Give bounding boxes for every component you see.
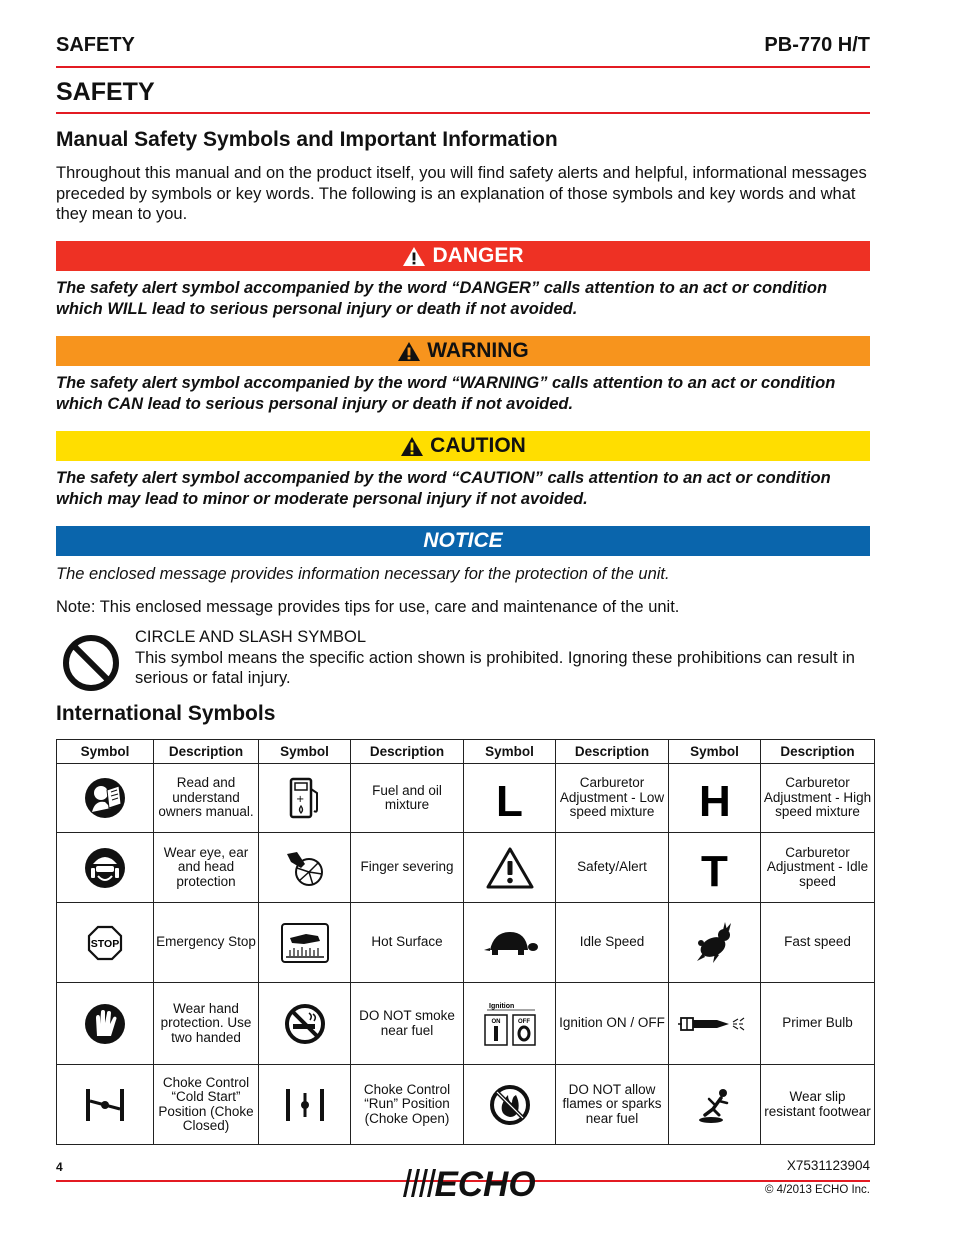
stop-sign-text: STOP xyxy=(90,937,120,950)
danger-label: DANGER xyxy=(432,244,524,267)
fuel-pump-icon xyxy=(287,775,323,821)
table-header-row xyxy=(57,740,875,764)
description-cell: Wear hand protection. Use two handed xyxy=(154,983,259,1065)
symbol-cell xyxy=(464,903,556,983)
document-number: X7531123904 xyxy=(786,1158,870,1173)
warning-label: WARNING xyxy=(427,339,529,362)
table-row xyxy=(57,833,875,903)
description-cell: Choke Control “Run” Position (Choke Open) xyxy=(351,1065,464,1145)
hand-protection-icon xyxy=(83,1002,127,1046)
notice-description: The enclosed message provides information necessary for the protection of the unit. xyxy=(56,565,670,583)
safety-alert-icon xyxy=(485,846,535,890)
logo-text: ECHO xyxy=(434,1165,536,1203)
warning-banner xyxy=(56,336,870,366)
table-row xyxy=(57,764,875,833)
symbol-cell xyxy=(669,903,761,983)
column-header: Description xyxy=(556,740,669,764)
header-model-number: PB-770 H/T xyxy=(764,34,870,56)
hot-surface-icon xyxy=(280,922,330,964)
column-header: Symbol xyxy=(57,740,154,764)
ignition-off-label: OFF xyxy=(517,1018,530,1025)
danger-description: The safety alert symbol accompanied by the word “DANGER” calls attention to an act or condition which WILL lead to serious personal injury or death if not avoided. xyxy=(56,279,828,318)
svg-text:+: + xyxy=(295,794,304,805)
description-cell: Choke Control “Cold Start” Position (Choke Closed) xyxy=(154,1065,259,1145)
caution-description: The safety alert symbol accompanied by the word “CAUTION” calls attention to an act or condition which may lead to minor or moderate personal injury if not avoided. xyxy=(56,469,831,508)
intro-paragraph: Throughout this manual and on the product itself, you will find safety alerts and helpful, informational messages preceded by symbols or key words. The following is an explanation of those symbols and key words and what they mean to you. xyxy=(56,164,867,223)
column-header: Symbol xyxy=(669,740,761,764)
header-section-title: SAFETY xyxy=(56,34,135,56)
description-cell: Primer Bulb xyxy=(761,983,875,1065)
description-cell: Ignition ON / OFF xyxy=(556,983,669,1065)
symbol-cell xyxy=(57,833,154,903)
column-header: Description xyxy=(351,740,464,764)
ignition-on-label: ON xyxy=(491,1018,500,1025)
caution-banner xyxy=(56,431,870,461)
description-cell: Fast speed xyxy=(761,903,875,983)
circle-slash-title: CIRCLE AND SLASH SYMBOL xyxy=(135,628,367,646)
page-number: 4 xyxy=(56,1160,63,1174)
symbol-cell xyxy=(669,1065,761,1145)
note-text: Note: This enclosed message provides tips for use, care and maintenance of the unit. xyxy=(56,598,680,616)
symbol-cell xyxy=(259,1065,351,1145)
caution-label: CAUTION xyxy=(430,434,526,457)
description-cell: Carburetor Adjustment - Idle speed xyxy=(761,833,875,903)
description-cell: Emergency Stop xyxy=(154,903,259,983)
description-cell: Idle Speed xyxy=(556,903,669,983)
notice-label: NOTICE xyxy=(423,529,503,552)
danger-banner xyxy=(56,241,870,271)
description-cell: Carburetor Adjustment - High speed mixture xyxy=(761,764,875,833)
symbol-cell xyxy=(669,833,761,903)
column-header: Description xyxy=(761,740,875,764)
description-cell: DO NOT smoke near fuel xyxy=(351,983,464,1065)
letter-l-glyph: L xyxy=(495,777,523,820)
description-cell: Carburetor Adjustment - Low speed mixture xyxy=(556,764,669,833)
letter-l-icon xyxy=(490,776,530,820)
choke-open-icon xyxy=(280,1085,330,1125)
turtle-icon xyxy=(482,928,538,958)
column-header: Symbol xyxy=(464,740,556,764)
warning-description: The safety alert symbol accompanied by the word “WARNING” calls attention to an act or condition which CAN lead to serious personal injury or death if not avoided. xyxy=(56,374,836,413)
description-cell: Safety/Alert xyxy=(556,833,669,903)
symbol-cell xyxy=(464,764,556,833)
section-heading-international-symbols: International Symbols xyxy=(56,702,276,725)
column-header: Symbol xyxy=(259,740,351,764)
international-symbols-table xyxy=(56,739,875,1145)
circle-slash-description: This symbol means the specific action shown is prohibited. Ignoring these prohibitions can result in serious or fatal injury. xyxy=(135,648,855,687)
stop-sign-icon xyxy=(87,925,123,961)
symbol-cell xyxy=(57,764,154,833)
choke-closed-icon xyxy=(80,1085,130,1125)
notice-banner xyxy=(56,526,870,556)
letter-t-icon xyxy=(695,846,735,890)
alert-triangle-icon xyxy=(400,436,424,457)
letter-h-icon xyxy=(695,776,735,820)
table-row xyxy=(57,1065,875,1145)
copyright-text: © 4/2013 ECHO Inc. xyxy=(765,1184,870,1196)
symbol-cell xyxy=(57,1065,154,1145)
symbol-cell xyxy=(259,764,351,833)
symbol-cell xyxy=(464,1065,556,1145)
rabbit-icon xyxy=(693,921,737,965)
table-row xyxy=(57,903,875,983)
echo-logo xyxy=(393,1163,543,1208)
head-protection-icon xyxy=(83,846,127,890)
symbol-cell xyxy=(669,764,761,833)
no-flames-icon xyxy=(488,1083,532,1127)
symbol-cell xyxy=(57,903,154,983)
read-manual-icon xyxy=(83,776,127,820)
page-header xyxy=(56,34,870,68)
symbol-cell xyxy=(669,983,761,1065)
description-cell: Fuel and oil mixture xyxy=(351,764,464,833)
description-cell: Read and understand owners manual. xyxy=(154,764,259,833)
symbol-cell xyxy=(259,903,351,983)
symbol-cell xyxy=(259,983,351,1065)
primer-bulb-icon xyxy=(677,1013,753,1035)
description-cell: Hot Surface xyxy=(351,903,464,983)
column-header: Description xyxy=(154,740,259,764)
section-heading-manual-symbols: Manual Safety Symbols and Important Information xyxy=(56,128,558,151)
slip-resistant-footwear-icon xyxy=(693,1085,737,1125)
symbol-cell xyxy=(57,983,154,1065)
letter-h-glyph: H xyxy=(698,777,731,820)
prohibited-icon xyxy=(62,634,120,697)
letter-t-glyph: T xyxy=(700,846,728,890)
circle-slash-block xyxy=(135,627,875,689)
finger-severing-icon xyxy=(283,848,327,888)
ignition-label: Ignition xyxy=(488,1002,514,1010)
description-cell: Wear eye, ear and head protection xyxy=(154,833,259,903)
ignition-switch-icon xyxy=(479,999,541,1049)
no-smoking-icon xyxy=(283,1002,327,1046)
alert-triangle-icon xyxy=(402,246,426,267)
symbol-cell xyxy=(464,833,556,903)
description-cell: Finger severing xyxy=(351,833,464,903)
symbol-cell xyxy=(259,833,351,903)
symbol-cell xyxy=(464,983,556,1065)
description-cell: DO NOT allow flames or sparks near fuel xyxy=(556,1065,669,1145)
page-title: SAFETY xyxy=(56,78,870,114)
table-row xyxy=(57,983,875,1065)
description-cell: Wear slip resistant footwear xyxy=(761,1065,875,1145)
alert-triangle-icon xyxy=(397,341,421,362)
